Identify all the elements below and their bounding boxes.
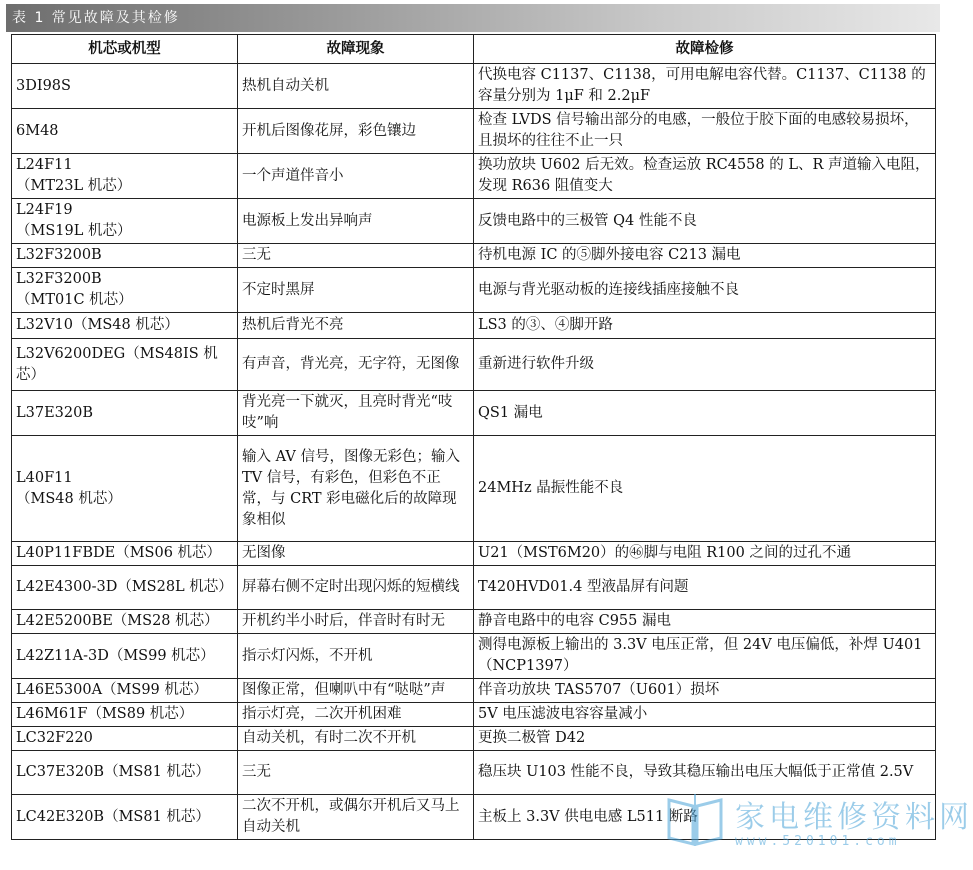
- cell-symptom: 开机后图像花屏，彩色镶边: [238, 109, 474, 154]
- cell-symptom: 无图像: [238, 542, 474, 566]
- cell-symptom: 三无: [238, 751, 474, 795]
- cell-model: L32F3200B （MT01C 机芯）: [12, 268, 238, 313]
- cell-symptom: 电源板上发出异响声: [238, 199, 474, 244]
- cell-symptom: 二次不开机，或偶尔开机后又马上自动关机: [238, 795, 474, 840]
- cell-repair: 电源与背光驱动板的连接线插座接触不良: [474, 268, 936, 313]
- table-row: [12, 679, 936, 703]
- cell-repair: 24MHz 晶振性能不良: [474, 436, 936, 542]
- table-row: [12, 610, 936, 634]
- table-row: [12, 634, 936, 679]
- table-row: [12, 64, 936, 109]
- cell-symptom: 指示灯亮，二次开机困难: [238, 703, 474, 727]
- cell-symptom: 一个声道伴音小: [238, 154, 474, 199]
- table-row: [12, 244, 936, 268]
- cell-repair: 代换电容 C1137、C1138，可用电解电容代替。C1137、C1138 的容量分别为 1μF 和 2.2μF: [474, 64, 936, 109]
- cell-model: LC42E320B（MS81 机芯）: [12, 795, 238, 840]
- table-row: [12, 703, 936, 727]
- cell-model: L32V6200DEG（MS48IS 机芯）: [12, 339, 238, 391]
- cell-model: L46M61F（MS89 机芯）: [12, 703, 238, 727]
- header-symptom: 故障现象: [238, 35, 474, 64]
- cell-symptom: 自动关机，有时二次不开机: [238, 727, 474, 751]
- cell-repair: 5V 电压滤波电容容量减小: [474, 703, 936, 727]
- cell-model: L32V10（MS48 机芯）: [12, 313, 238, 339]
- cell-repair: 重新进行软件升级: [474, 339, 936, 391]
- cell-model: L24F11 （MT23L 机芯）: [12, 154, 238, 199]
- cell-repair: 更换二极管 D42: [474, 727, 936, 751]
- watermark-text: 家电维修资料网: [735, 800, 973, 835]
- cell-repair: 伴音功放块 TAS5707（U601）损坏: [474, 679, 936, 703]
- cell-repair: 反馈电路中的三极管 Q4 性能不良: [474, 199, 936, 244]
- cell-symptom: 输入 AV 信号，图像无彩色；输入 TV 信号，有彩色，但彩色不正常，与 CRT 彩电磁化后的故障现象相似: [238, 436, 474, 542]
- table-title: 表 1 常见故障及其检修: [6, 4, 940, 32]
- cell-repair: 静音电路中的电容 C955 漏电: [474, 610, 936, 634]
- cell-symptom: 指示灯闪烁，不开机: [238, 634, 474, 679]
- cell-symptom: 热机自动关机: [238, 64, 474, 109]
- table-row: [12, 109, 936, 154]
- table-row: [12, 795, 936, 840]
- table-row: [12, 751, 936, 795]
- table-row: [12, 339, 936, 391]
- table-row: [12, 727, 936, 751]
- cell-symptom: 有声音，背光亮，无字符，无图像: [238, 339, 474, 391]
- cell-symptom: 屏幕右侧不定时出现闪烁的短横线: [238, 566, 474, 610]
- table-row: [12, 313, 936, 339]
- cell-repair: 换功放块 U602 后无效。检查运放 RC4558 的 L、R 声道输入电阻，发现 R636 阻值变大: [474, 154, 936, 199]
- cell-model: LC37E320B（MS81 机芯）: [12, 751, 238, 795]
- cell-model: L37E320B: [12, 391, 238, 436]
- fault-table: [11, 34, 936, 840]
- cell-model: L42E5200BE（MS28 机芯）: [12, 610, 238, 634]
- cell-repair: 主板上 3.3V 供电电感 L511 断路: [474, 795, 936, 840]
- cell-repair: LS3 的③、④脚开路: [474, 313, 936, 339]
- cell-model: L42Z11A-3D（MS99 机芯）: [12, 634, 238, 679]
- table-row: [12, 154, 936, 199]
- watermark-url: www.520101.com: [735, 834, 901, 849]
- cell-model: L32F3200B: [12, 244, 238, 268]
- table-row: [12, 268, 936, 313]
- cell-symptom: 不定时黑屏: [238, 268, 474, 313]
- table-row: [12, 436, 936, 542]
- cell-model: 3DI98S: [12, 64, 238, 109]
- table-row: [12, 391, 936, 436]
- table-row: [12, 542, 936, 566]
- cell-model: L24F19 （MS19L 机芯）: [12, 199, 238, 244]
- table-row: [12, 566, 936, 610]
- cell-repair: 稳压块 U103 性能不良，导致其稳压输出电压大幅低于正常值 2.5V: [474, 751, 936, 795]
- cell-repair: U21（MST6M20）的㊻脚与电阻 R100 之间的过孔不通: [474, 542, 936, 566]
- cell-model: 6M48: [12, 109, 238, 154]
- cell-model: L42E4300-3D（MS28L 机芯）: [12, 566, 238, 610]
- cell-repair: 测得电源板上输出的 3.3V 电压正常，但 24V 电压偏低，补焊 U401（NCP1397）: [474, 634, 936, 679]
- cell-symptom: 热机后背光不亮: [238, 313, 474, 339]
- cell-repair: 待机电源 IC 的⑤脚外接电容 C213 漏电: [474, 244, 936, 268]
- cell-model: LC32F220: [12, 727, 238, 751]
- cell-model: L46E5300A（MS99 机芯）: [12, 679, 238, 703]
- header-repair: 故障检修: [474, 35, 936, 64]
- table-row: [12, 199, 936, 244]
- cell-symptom: 三无: [238, 244, 474, 268]
- cell-model: L40P11FBDE（MS06 机芯）: [12, 542, 238, 566]
- cell-model: L40F11 （MS48 机芯）: [12, 436, 238, 542]
- cell-symptom: 图像正常，但喇叭中有“哒哒”声: [238, 679, 474, 703]
- cell-symptom: 开机约半小时后，伴音时有时无: [238, 610, 474, 634]
- cell-repair: QS1 漏电: [474, 391, 936, 436]
- cell-symptom: 背光亮一下就灭，且亮时背光“吱吱”响: [238, 391, 474, 436]
- table-header-row: [12, 35, 936, 64]
- header-model: 机芯或机型: [12, 35, 238, 64]
- cell-repair: T420HVD01.4 型液晶屏有问题: [474, 566, 936, 610]
- cell-repair: 检查 LVDS 信号输出部分的电感，一般位于胶下面的电感较易损坏，且损坏的往往不止一只: [474, 109, 936, 154]
